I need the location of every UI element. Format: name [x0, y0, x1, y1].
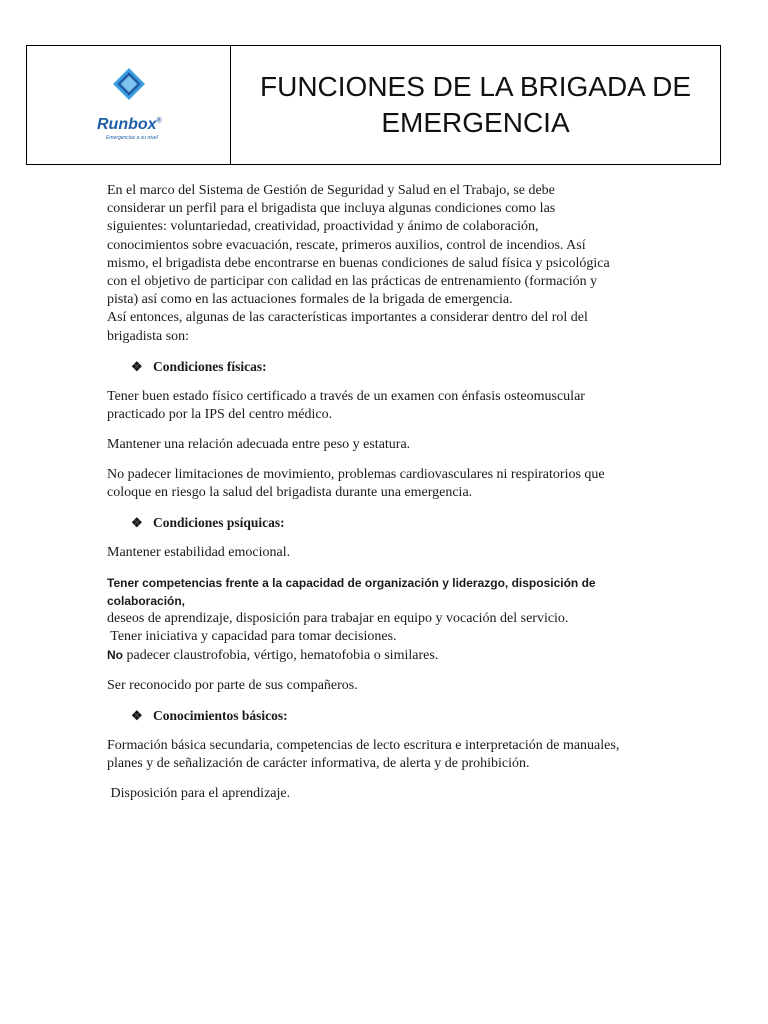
document-body	[107, 182, 667, 803]
bullet-diamond-icon: ❖	[131, 358, 143, 374]
knowledge-paragraph-2: Disposición para el aprendizaje.	[107, 785, 291, 801]
intro-line: Así entonces, algunas de las características importantes a considerar dentro del rol del	[107, 310, 588, 326]
psychic-paragraph-1: Mantener estabilidad emocional.	[107, 544, 291, 560]
section-heading-text: Conocimientos básicos:	[153, 707, 288, 723]
logo-brand-text: Runbox®	[97, 116, 162, 133]
section-heading-psychic	[131, 514, 667, 532]
competences-bold-line: Tener competencias frente a la capacidad de organización y liderazgo, disposición de colaboración,	[107, 575, 596, 608]
intro-paragraph	[107, 182, 667, 346]
runbox-logo	[79, 64, 193, 150]
physical-paragraph-1	[107, 388, 667, 424]
physical-paragraph-2: Mantener una relación adecuada entre peso y estatura.	[107, 436, 411, 452]
intro-line: En el marco del Sistema de Gestión de Seguridad y Salud en el Trabajo, se debe	[107, 183, 555, 198]
intro-line: con el objetivo de participar con calidad en las prácticas de entrenamiento (formación y	[107, 274, 598, 290]
psychic-paragraph-3: Ser reconocido por parte de sus compañeros.	[107, 677, 358, 693]
intro-line: conocimientos sobre evacuación, rescate, primeros auxilios, control de incendios. Así	[107, 237, 586, 253]
intro-line: mismo, el brigadista debe encontrarse en buenas condiciones de salud física y psicológica	[107, 255, 610, 271]
intro-line: brigadista son:	[107, 328, 190, 344]
bullet-diamond-icon: ❖	[131, 707, 143, 723]
paragraph-line: planes y de señalización de carácter informativa, de alerta y de prohibición.	[107, 755, 530, 771]
section-heading-knowledge	[131, 707, 667, 725]
section-heading-text: Condiciones psíquicas:	[153, 514, 285, 530]
psychic-paragraph-2	[107, 574, 667, 665]
title-cell	[231, 46, 720, 164]
paragraph-line: coloque en riesgo la salud del brigadista durante una emergencia.	[107, 484, 473, 500]
page-title: FUNCIONES DE LA BRIGADA DE EMERGENCIA	[260, 71, 691, 138]
logo-tagline: Emergencias a su nivel	[106, 135, 158, 141]
physical-paragraph-3	[107, 466, 667, 502]
no-rest: padecer claustrofobia, vértigo, hematofobia o similares.	[123, 647, 439, 663]
logo-cell	[27, 46, 231, 164]
no-bold: No	[107, 647, 123, 662]
section-heading-physical	[131, 358, 667, 376]
intro-line: considerar un perfil para el brigadista que incluya algunas condiciones como las	[107, 201, 556, 217]
paragraph-line: Tener iniciativa y capacidad para tomar decisiones.	[107, 628, 397, 644]
paragraph-line: Tener buen estado físico certificado a través de un examen con énfasis osteomuscular	[107, 388, 585, 404]
paragraph-line: No padecer limitaciones de movimiento, problemas cardiovasculares ni respiratorios que	[107, 466, 605, 482]
knowledge-paragraph-1	[107, 737, 667, 773]
paragraph-line: Formación básica secundaria, competencias de lecto escritura e interpretación de manuales,	[107, 737, 620, 753]
bullet-diamond-icon: ❖	[131, 514, 143, 530]
header-table	[26, 45, 721, 165]
no-claustrophobia-line	[107, 646, 667, 665]
paragraph-line: practicado por la IPS del centro médico.	[107, 406, 333, 422]
intro-line: siguientes: voluntariedad, creatividad, proactividad y ánimo de colaboración,	[107, 219, 539, 235]
paragraph-line: deseos de aprendizaje, disposición para trabajar en equipo y vocación del servicio.	[107, 610, 569, 626]
section-heading-text: Condiciones físicas:	[153, 358, 267, 374]
intro-line: pista) así como en las actuaciones formales de la brigada de emergencia.	[107, 292, 513, 308]
